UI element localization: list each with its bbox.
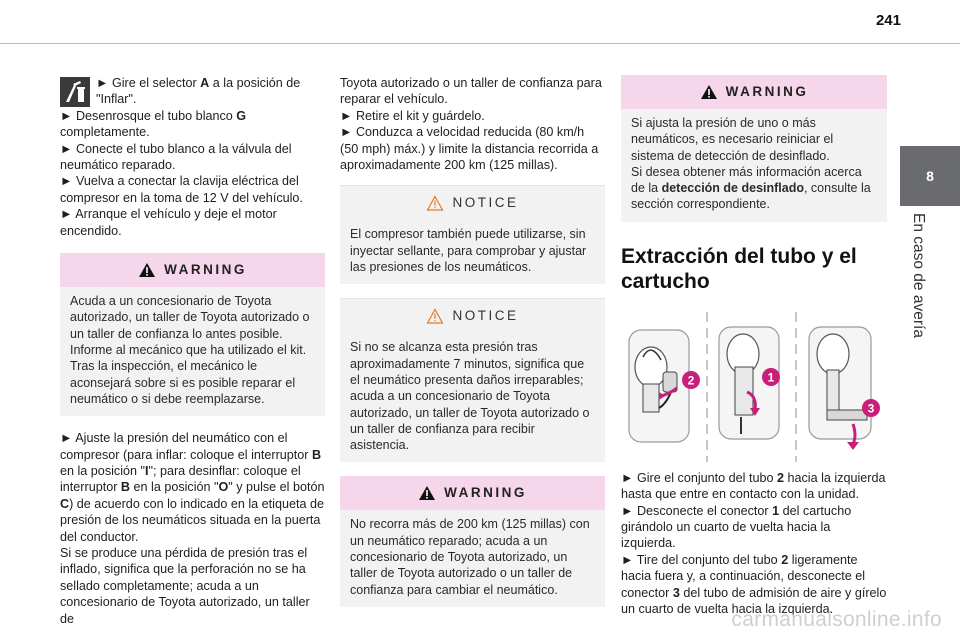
warning-title: WARNING [725, 83, 809, 99]
notice-triangle-icon [426, 195, 444, 211]
chapter-tab[interactable]: 8 [900, 146, 960, 206]
illustration-svg [621, 312, 887, 462]
badge-label: 1 [767, 370, 775, 385]
warning-title: WARNING [164, 261, 247, 277]
badge-label: 2 [687, 373, 695, 388]
warning-text: Si ajusta la presión de uno o más neumáticos, es necesario reiniciar el sistema de detección de desinflado. Si desea obtener más información acerca de la detección de desinflado, consulte la sección correspondiente. [631, 116, 871, 212]
warning-box [621, 75, 887, 222]
warning-triangle-icon [138, 262, 156, 278]
body-text: Si se produce una pérdida de presión tras el inflado, significa que la perforación no se ha sellado completamente; acuda a un concesionario de Toyota autorizado, un taller de [60, 545, 310, 626]
warning-title: WARNING [444, 485, 527, 501]
warning-header [340, 476, 605, 510]
warning-text: No recorra más de 200 km (125 millas) con un neumático reparado; acuda a un concesionario de Toyota autorizado, un taller de Toyota autorizado o un taller de confianza para cambiar el neumático. [350, 517, 590, 597]
watermark: carmanualsonline.info [731, 608, 942, 631]
step-text: ► Arranque el vehículo y deje el motor encendido. [60, 207, 277, 238]
section-title: Extracción del tubo y el cartucho [621, 244, 857, 293]
step-text: ► Gire el conjunto del tubo 2 hacia la izquierda hasta que entre en contacto con la unidad. [621, 470, 886, 502]
notice-header [340, 186, 605, 220]
notice-box [340, 185, 605, 284]
header-divider [0, 43, 960, 44]
step-text: ► Desenrosque el tubo blanco G completamente. [60, 108, 247, 140]
step-text: ► Conecte el tubo blanco a la válvula del neumático reparado. [60, 141, 292, 173]
notice-text: El compresor también puede utilizarse, sin inyectar sellante, para comprobar y ajustar las presiones de los neumáticos. [350, 227, 587, 275]
warning-box [340, 476, 605, 606]
notice-text: Si no se alcanza esta presión tras aproximadamente 7 minutos, significa que el neumático presenta daños irreparables; acuda a un concesionario de Toyota autorizado, un taller de Toyota autorizado o un taller de confianza para recibir asistencia. [350, 340, 590, 453]
warning-text: Acuda a un concesionario de Toyota autorizado, un taller de Toyota autorizado o un taller de confianza lo antes posible. Informe al mecánico que ha utilizado el kit. Tras la inspección, el mecánico le aconsejará sobre si es posible reparar el neumático o si debe reemplazarse. [70, 294, 310, 406]
notice-box [340, 298, 605, 462]
repair-kit-icon [60, 77, 90, 107]
body-text: Toyota autorizado o un taller de confianza para reparar el vehículo. [340, 76, 602, 107]
step-text: ► Gire el selector A a la posición de "Inflar". [96, 76, 301, 107]
chapter-title-container [905, 213, 935, 413]
notice-header [340, 299, 605, 333]
step-text: ► Vuelva a conectar la clavija eléctrica del compresor en la toma de 12 V del vehículo. [60, 174, 303, 205]
column-3 [621, 75, 887, 617]
column-1 [60, 75, 325, 627]
warning-header [60, 253, 325, 287]
notice-title: NOTICE [452, 308, 519, 324]
step-text: ► Ajuste la presión del neumático con el compresor (para inflar: coloque el interruptor B en la posición "I"; para desinflar: coloque el interruptor B en la posición "O" y pulse el botón C) de acuerdo con lo indicado en la etiqueta de presión de los neumáticos situada en la puerta del conductor. [60, 431, 325, 544]
chapter-title: En caso de avería [910, 213, 927, 338]
warning-triangle-icon [700, 84, 718, 100]
badge-label: 3 [867, 401, 875, 416]
warning-header [621, 75, 887, 109]
notice-triangle-icon [426, 308, 444, 324]
step-text: ► Tire del conjunto del tubo 2 ligeramente hacia fuera y, a continuación, desconecte el conector 3 del tubo de admisión de aire y gírelo un cuarto de vuelta hacia la izquierda. [621, 552, 887, 617]
tube-cartridge-illustration [621, 312, 887, 462]
step-text: ► Conduzca a velocidad reducida (80 km/h (50 mph) máx.) y limite la distancia recorrida a aproximadamente 200 km (125 millas). [340, 125, 599, 173]
step-text: ► Desconecte el conector 1 del cartucho girándolo un cuarto de vuelta hacia la izquierda. [621, 503, 852, 551]
warning-triangle-icon [418, 485, 436, 501]
notice-title: NOTICE [452, 195, 519, 211]
warning-box [60, 253, 325, 416]
column-2 [340, 75, 605, 607]
page-number: 241 [875, 12, 901, 29]
step-text: ► Retire el kit y guárdelo. [340, 108, 485, 123]
